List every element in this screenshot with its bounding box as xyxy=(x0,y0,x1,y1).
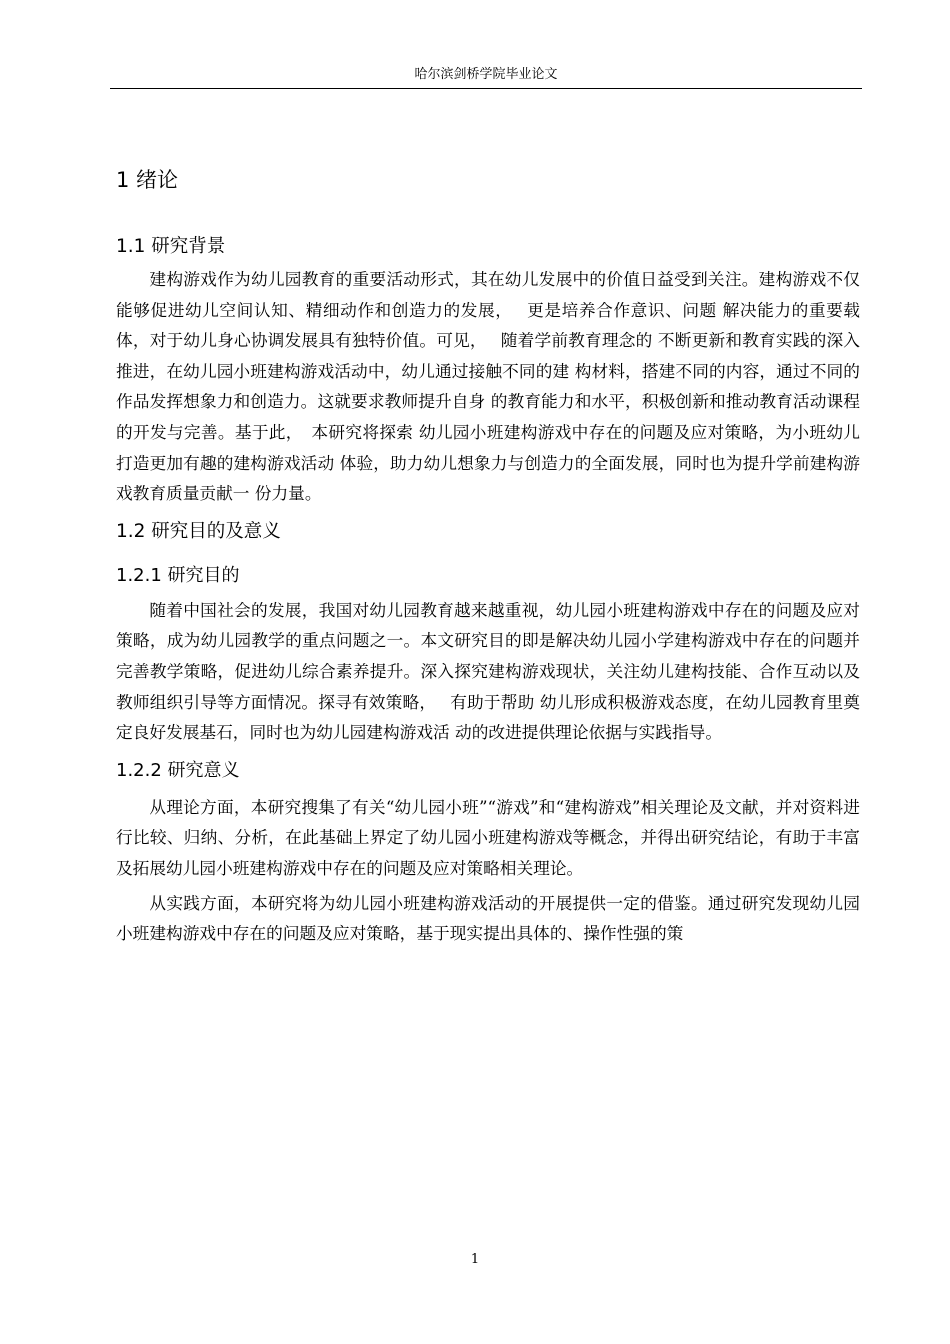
document-body xyxy=(116,156,860,949)
paragraph-background: 建构游戏作为幼儿园教育的重要活动形式，其在幼儿发展中的价值日益受到关注。建构游戏不仅能够促进幼儿空间认知、精细动作和创造力的发展， 更是培养合作意识、问题 解决能力的重要载体，对于幼儿身心协调发展具有独特价值。可见， 随着学前教育理念的 不断更新和教育实践的深入推进，在幼儿园小班建构游戏活动中，幼儿通过接触不同的建 构材料，搭建不同的内容，通过不同的作品发挥想象力和创造力。这就要求教师提升自身 的教育能力和水平，积极创新和推动教育活动课程的开发与完善。基于此， 本研究将探索 幼儿园小班建构游戏中存在的问题及应对策略，为小班幼儿打造更加有趣的建构游戏活动 体验，助力幼儿想象力与创造力的全面发展，同时也为提升学前建构游戏教育质量贡献一 份力量。 xyxy=(116,269,860,504)
paragraph-purpose: 随着中国社会的发展，我国对幼儿园教育越来越重视，幼儿园小班建构游戏中存在的问题及应对策略，成为幼儿园教学的重点问题之一。本文研究目的即是解决幼儿园小学建构游戏中存在的问题并完善教学策略，促进幼儿综合素养提升。深入探究建构游戏现状，关注幼儿建构技能、合作互动以及教师组织引导等方面情况。探寻有效策略， 有助于帮助 幼儿形成积极游戏态度，在幼儿园教育里奠定良好发展基石，同时也为幼儿园建构游戏活 动的改进提供理论依据与实践指导。 xyxy=(116,599,860,743)
chapter-title: 1 绪论 xyxy=(116,168,179,192)
page-header: 哈尔滨剑桥学院毕业论文 xyxy=(414,67,558,82)
paragraph-significance-practice: 从实践方面，本研究将为幼儿园小班建构游戏活动的开展提供一定的借鉴。通过研究发现幼儿园小班建构游戏中存在的问题及应对策略，基于现实提出具体的、操作性强的策 xyxy=(116,892,860,944)
subsection-title-significance: 1.2.2 研究意义 xyxy=(116,759,240,781)
header-divider xyxy=(110,88,862,89)
section-title-background: 1.1 研究背景 xyxy=(116,236,226,257)
section-title-purpose-significance: 1.2 研究目的及意义 xyxy=(116,520,281,542)
page-number: 1 xyxy=(470,1252,480,1267)
paragraph-significance-theory: 从理论方面，本研究搜集了有关“幼儿园小班”“游戏”和“建构游戏”相关理论及文献，并对资料进行比较、归纳、分析，在此基础上界定了幼儿园小班建构游戏等概念，并得出研究结论，有助于丰富及拓展幼儿园小班建构游戏中存在的问题及应对策略相关理论。 xyxy=(116,796,860,878)
subsection-title-purpose: 1.2.1 研究目的 xyxy=(116,564,240,586)
